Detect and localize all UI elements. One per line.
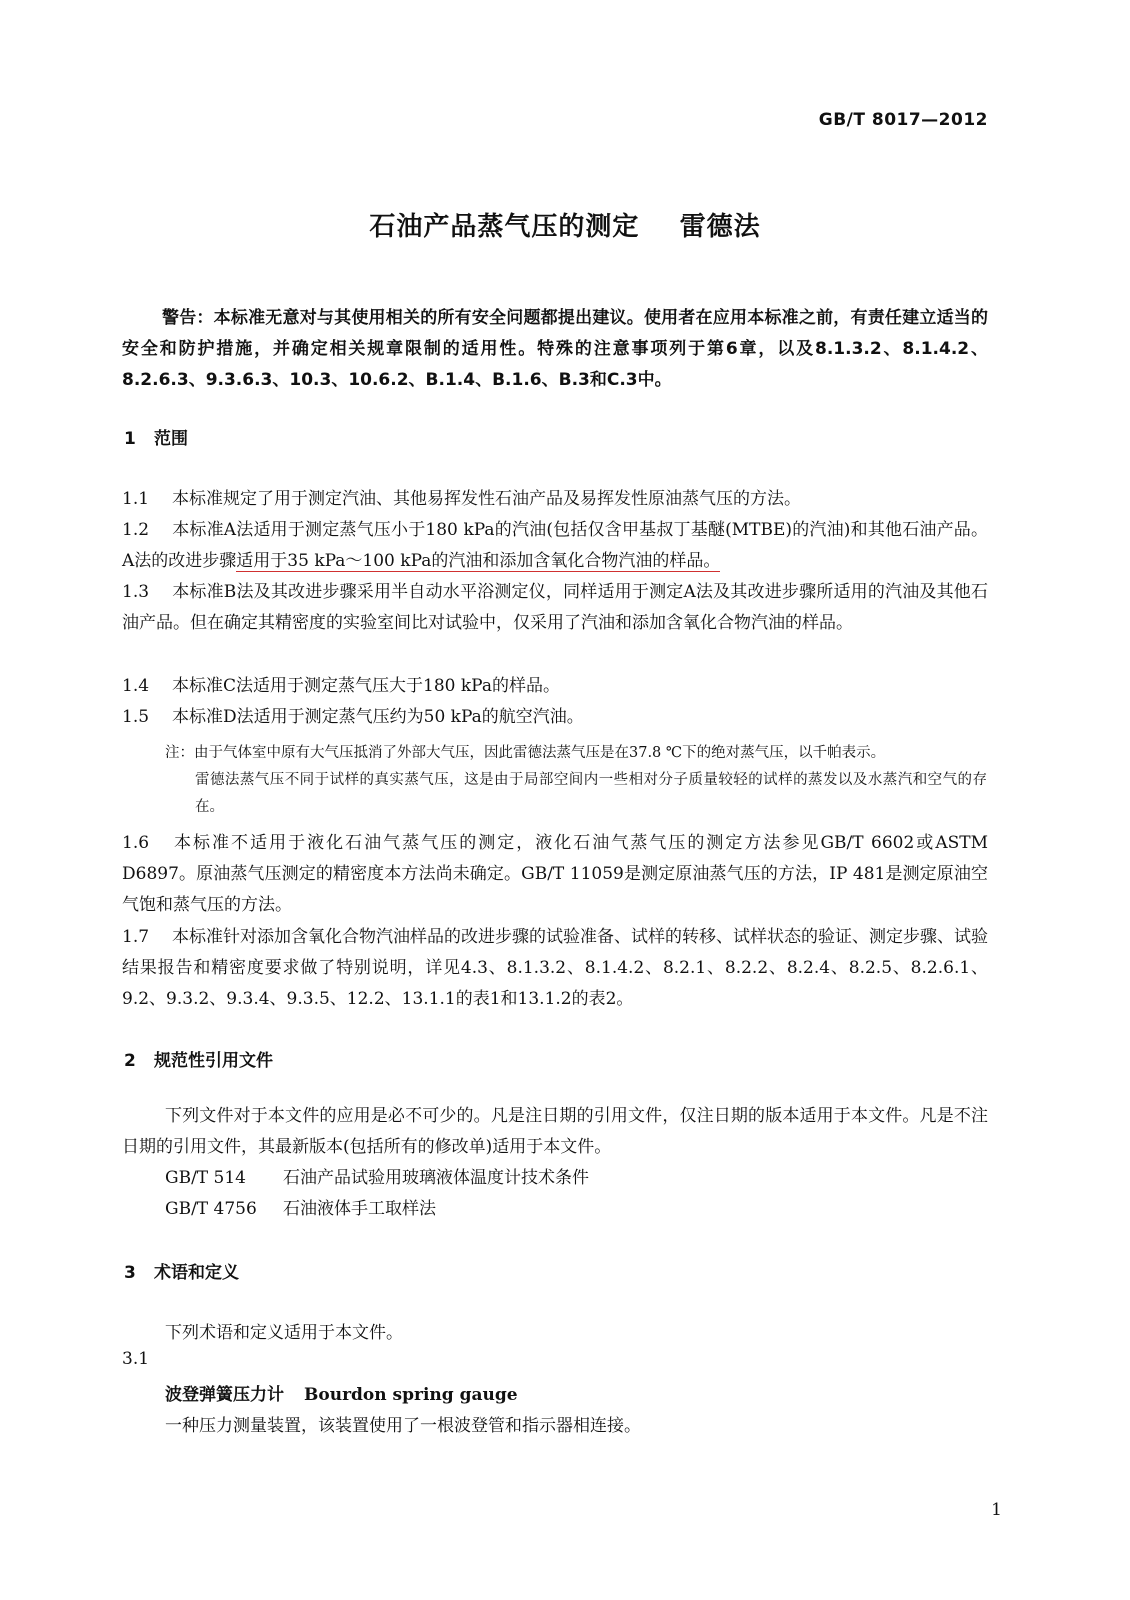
section-title: 规范性引用文件: [154, 1051, 273, 1071]
clause-1-1: [122, 484, 988, 515]
clause-1-3: [122, 577, 988, 639]
clause-number: 1.3: [122, 582, 150, 602]
reference-title: 石油产品试验用玻璃液体温度计技术条件: [283, 1168, 589, 1188]
reference-code: GB/T 4756: [165, 1199, 257, 1219]
reference-item: [165, 1163, 589, 1194]
clause-text: 本标准A法适用于测定蒸气压小于180 kPa的汽油(包括仅含甲基叔丁基醚(MTBE)的汽油)和其他石油产品。A法的改进步骤: [122, 520, 988, 571]
clause-number: 1.4: [122, 676, 150, 696]
note-continuation: 雷德法蒸气压不同于试样的真实蒸气压，这是由于局部空间内一些相对分子质量较轻的试样的蒸发以及水蒸汽和空气的存在。: [195, 772, 987, 815]
clause-1-5: [122, 702, 988, 733]
clause-1-7: [122, 922, 988, 1015]
note-text: 由于气体室中原有大气压抵消了外部大气压，因此雷德法蒸气压是在37.8 ℃下的绝对蒸气压，以千帕表示。: [194, 745, 886, 761]
section-2-heading: [124, 1046, 273, 1071]
clause-number: 1.2: [122, 520, 150, 540]
term-name: [165, 1380, 518, 1405]
clause-text: 本标准针对添加含氧化合物汽油样品的改进步骤的试验准备、试样的转移、试样状态的验证、测定步骤、试验结果报告和精密度要求做了特别说明，详见4.3、8.1.3.2、8.1.4.2、8.2.1、8.2.2、8.2.4、8.2.5、8.2.6.1、9.2、9.3.2、9.3.4、9.3.5、12.2、13.1.1的表1和13.1.2的表2。: [122, 927, 988, 1009]
clause-1-2: [122, 515, 988, 577]
section-number: 1: [124, 429, 136, 449]
section-2-intro: 下列文件对于本文件的应用是必不可少的。凡是注日期的引用文件，仅注日期的版本适用于本文件。凡是不注日期的引用文件，其最新版本(包括所有的修改单)适用于本文件。: [122, 1106, 988, 1157]
page-number: 1: [991, 1500, 1002, 1520]
section-3-heading: [124, 1258, 239, 1283]
term-number: 3.1: [122, 1349, 150, 1369]
document-title: 石油产品蒸气压的测定 雷德法: [369, 212, 761, 242]
section-3-intro: 下列术语和定义适用于本文件。: [165, 1323, 403, 1343]
term-name-en: Bourdon spring gauge: [304, 1385, 518, 1405]
section-number: 3: [124, 1263, 136, 1283]
note-paragraph: [165, 740, 987, 821]
clause-number: 1.1: [122, 489, 150, 509]
clause-text: 本标准不适用于液化石油气蒸气压的测定，液化石油气蒸气压的测定方法参见GB/T 6602或ASTM D6897。原油蒸气压测定的精密度本方法尚未确定。GB/T 11059是测定原油蒸气压的方法，IP 481是测定原油空气饱和蒸气压的方法。: [122, 833, 988, 915]
clause-number: 1.6: [122, 833, 150, 853]
clause-text-underlined: 适用于35 kPa～100 kPa的汽油和添加含氧化合物汽油的样品。: [236, 551, 721, 571]
term-name-cn: 波登弹簧压力计: [165, 1385, 284, 1405]
reference-title: 石油液体手工取样法: [283, 1199, 436, 1219]
clause-number: 1.7: [122, 927, 150, 947]
warning-paragraph: 警告：本标准无意对与其使用相关的所有安全问题都提出建议。使用者在应用本标准之前，有责任建立适当的安全和防护措施，并确定相关规章限制的适用性。特殊的注意事项列于第6章，以及8.1.3.2、8.1.4.2、8.2.6.3、9.3.6.3、10.3、10.6.2、B.1.4、B.1.6、B.3和C.3中。: [122, 308, 988, 390]
clause-number: 1.5: [122, 707, 150, 727]
term-definition: 一种压力测量装置，该装置使用了一根波登管和指示器相连接。: [165, 1416, 641, 1436]
reference-code: GB/T 514: [165, 1168, 246, 1188]
clause-text: 本标准B法及其改进步骤: [172, 582, 357, 602]
clause-1-6: [122, 828, 988, 921]
section-1-heading: [124, 424, 188, 449]
clause-text-mid: 采用半自动水平浴测定仪，: [356, 582, 564, 602]
note-label: 注：: [165, 745, 194, 761]
clause-text: 本标准D法适用于测定蒸气压约为50 kPa的航空汽油。: [172, 707, 584, 727]
reference-item: [165, 1194, 436, 1225]
clause-text: 本标准规定了用于测定汽油、其他易挥发性石油产品及易挥发性原油蒸气压的方法。: [172, 489, 801, 509]
clause-text: 本标准C法适用于测定蒸气压大于180 kPa的样品。: [172, 676, 560, 696]
standard-code: GB/T 8017—2012: [818, 110, 988, 130]
clause-text-rest: 同样适用于测定A法及其改进步骤所适用的汽油及其他石油产品。但在确定其精密度的实验室间比对试验中，仅采用了汽油和添加含氧化合物汽油的样品。: [122, 582, 988, 633]
clause-1-4: [122, 671, 988, 702]
section-title: 术语和定义: [154, 1263, 239, 1283]
section-title: 范围: [154, 429, 188, 449]
section-number: 2: [124, 1051, 136, 1071]
